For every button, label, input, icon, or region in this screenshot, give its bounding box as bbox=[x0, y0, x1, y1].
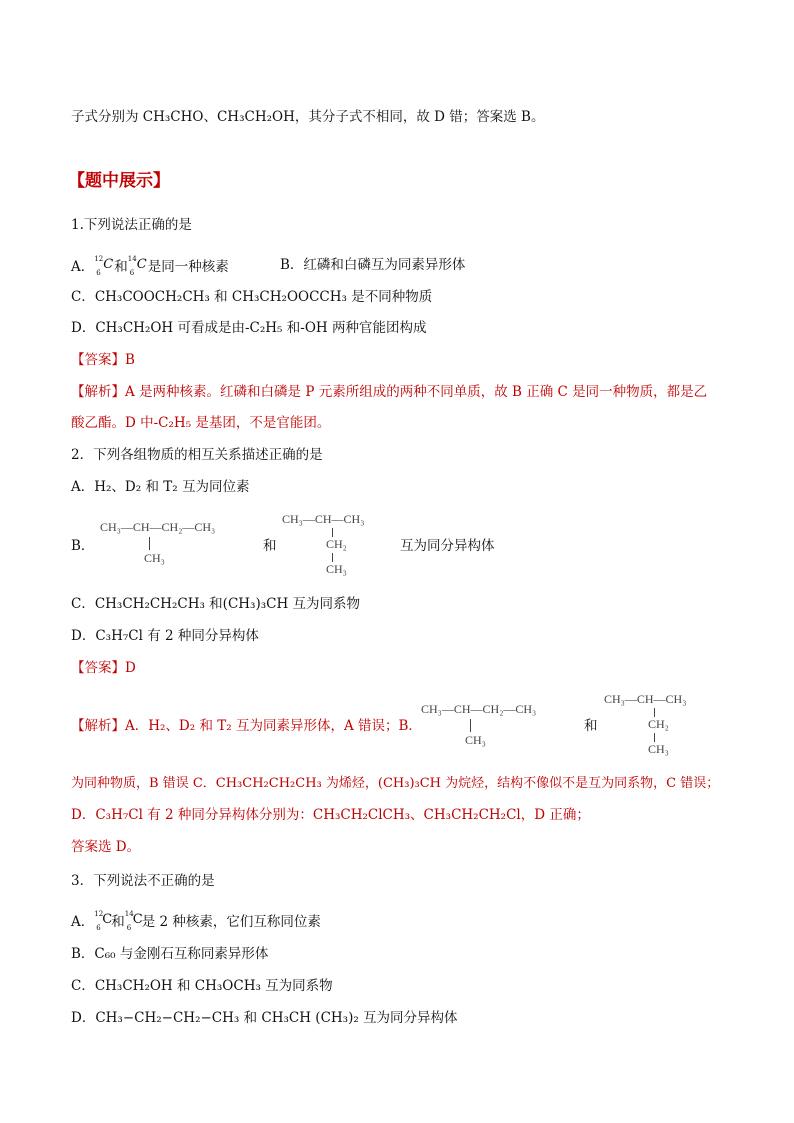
q2-explanation-line-2: 为同种物质，B 错误 C．CH₃CH₂CH₂CH₃ 为烯烃，(CH₃)₃CH 为烷烃，结构不像似不是互为同系物，C 错误； bbox=[71, 776, 720, 791]
q2-explanation-line-4: 答案选 D。 bbox=[71, 839, 141, 855]
structure-top-chain: CH₃—CH—CH₃ bbox=[282, 512, 365, 526]
q3-stem: 3．下列说法不正确的是 bbox=[71, 873, 215, 889]
structure-bond bbox=[332, 553, 333, 562]
q1-option-d: D．CH₃CH₂OH 可看成是由-C₂H₅ 和-OH 两种官能团构成 bbox=[71, 320, 427, 336]
structure-branch: CH₃ bbox=[465, 733, 486, 747]
structure-bond bbox=[332, 528, 333, 537]
q3-option-c: C．CH₃CH₂OH 和 CH₃OCH₃ 互为同系物 bbox=[71, 978, 333, 994]
nuclide-c14: 14 6 C bbox=[127, 255, 147, 277]
structure-2-methylbutane-explanation bbox=[421, 702, 591, 750]
structure-middle: CH₂ bbox=[326, 537, 347, 551]
structure-bond bbox=[654, 708, 655, 717]
structure-bond bbox=[470, 719, 471, 732]
structure-main-chain: CH₃—CH—CH₂—CH₃ bbox=[421, 702, 537, 716]
structure-isomer bbox=[282, 512, 412, 576]
q2-option-a: A．H₂、D₂ 和 T₂ 互为同位素 bbox=[71, 479, 250, 495]
q2-answer: 【答案】D bbox=[71, 660, 136, 676]
structure-top-chain: CH₃—CH—CH₃ bbox=[604, 692, 687, 706]
q2-option-b-suffix: 互为同分异构体 bbox=[400, 538, 495, 554]
q2-option-b-prefix: B． bbox=[71, 538, 95, 554]
q1-explanation-line-2: 酸乙酯。D 中-C₂H₅ 是基团，不是官能团。 bbox=[71, 415, 331, 431]
q1-answer: 【答案】B bbox=[71, 352, 135, 368]
q1-option-b: B．红磷和白磷互为同素异形体 bbox=[280, 257, 466, 273]
q2-explanation-line-1: 【解析】A．H₂、D₂ 和 T₂ 互为同素异形体，A 错误；B． bbox=[71, 718, 422, 734]
q1-option-a bbox=[71, 255, 229, 276]
nuclide-c12: 12 6 C bbox=[94, 255, 114, 277]
q3-option-d: D．CH₃−CH₂−CH₂−CH₃ 和 CH₃CH (CH₃)₂ 互为同分异构体 bbox=[71, 1010, 458, 1026]
q1-option-c: C．CH₃COOCH₂CH₃ 和 CH₃CH₂OOCCH₃ 是不同种物质 bbox=[71, 289, 433, 305]
structure-bottom: CH₃ bbox=[648, 742, 669, 756]
q1-stem: 1.下列说法正确的是 bbox=[71, 217, 192, 233]
q1-a-suffix: 是同一种核素 bbox=[147, 259, 229, 275]
q2-option-b-he: 和 bbox=[263, 538, 277, 554]
structure-branch: CH₃ bbox=[144, 551, 165, 565]
q1-a-he: 和 bbox=[114, 259, 128, 275]
structure-bond bbox=[654, 733, 655, 742]
previous-explanation-tail: 子式分别为 CH₃CHO、CH₃CH₂OH，其分子式不相同，故 D 错；答案选 B。 bbox=[71, 109, 545, 125]
structure-bottom: CH₃ bbox=[326, 562, 347, 576]
q2-stem: 2．下列各组物质的相互关系描述正确的是 bbox=[71, 447, 323, 463]
structure-middle: CH₂ bbox=[648, 717, 669, 731]
q1-explanation-line-1: 【解析】A 是两种核素。红磷和白磷是 P 元素所组成的两种不同单质，故 B 正确 C 是同一种物质，都是乙 bbox=[71, 384, 708, 400]
q2-option-c: C．CH₃CH₂CH₂CH₃ 和(CH₃)₃CH 互为同系物 bbox=[71, 596, 361, 612]
nuclide-c12: 12 6 C bbox=[94, 910, 113, 932]
section-heading: 【题中展示】 bbox=[68, 171, 170, 191]
q1-a-prefix: A． bbox=[71, 259, 95, 275]
q3-a-he: 和 bbox=[111, 914, 125, 930]
q3-a-suffix: 是 2 种核素，它们互称同位素 bbox=[141, 914, 321, 930]
q3-option-b: B．C₆₀ 与金刚石互称同素异形体 bbox=[71, 946, 269, 962]
q3-a-prefix: A． bbox=[71, 914, 95, 930]
structure-2-methylbutane bbox=[100, 520, 270, 568]
structure-bond bbox=[149, 537, 150, 550]
structure-isomer-explanation bbox=[604, 692, 734, 756]
q2-explanation-line-3: D．C₃H₇Cl 有 2 种同分异构体分别为：CH₃CH₂ClCH₃、CH₃CH₂CH₂Cl，D 正确； bbox=[71, 807, 590, 823]
nuclide-c14: 14 6 C bbox=[124, 910, 143, 932]
q2-option-d: D．C₃H₇Cl 有 2 种同分异构体 bbox=[71, 628, 259, 644]
q3-option-a bbox=[71, 910, 321, 931]
structure-main-chain: CH₃—CH—CH₂—CH₃ bbox=[100, 520, 216, 534]
q2-explanation-he: 和 bbox=[584, 718, 598, 734]
